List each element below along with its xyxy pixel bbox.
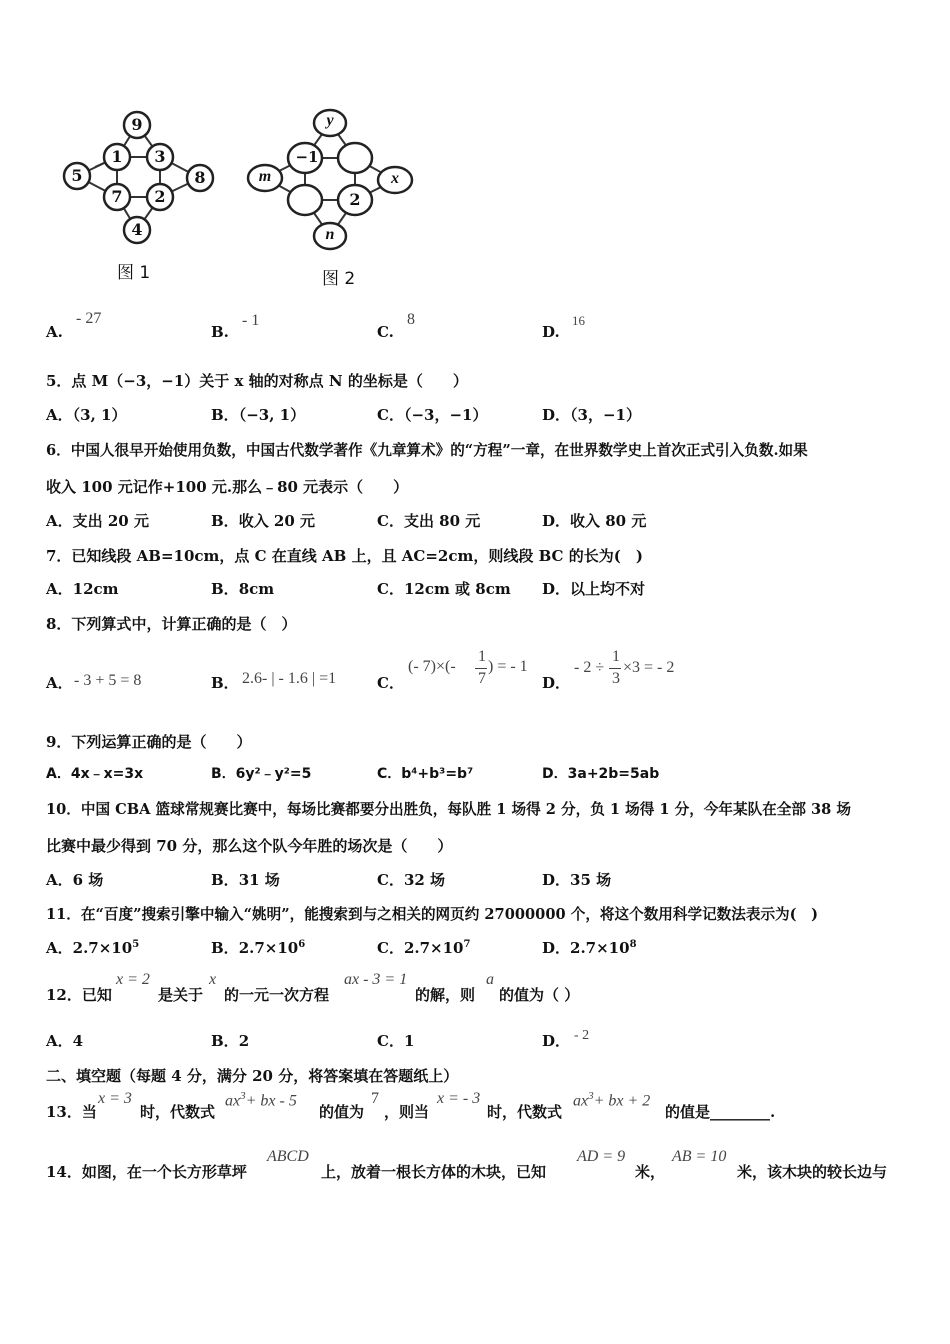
q8-option-a-expr: - 3 + 5 = 8: [74, 672, 142, 689]
q13-math-2: $ax^3+$ bx - 5: [225, 1090, 297, 1110]
q12-math-4: a: [486, 971, 494, 988]
q13-text-5: 时，代数式: [487, 1103, 563, 1121]
fig2-label-x: x: [391, 170, 399, 187]
fig2-node: [288, 185, 322, 215]
q4-option-b[interactable]: B.: [211, 323, 229, 341]
q4-option-d[interactable]: D.: [542, 323, 560, 341]
q11-option-a[interactable]: A．$2.7\times 10^5$: [46, 939, 140, 957]
q8-option-c-pre: (- 7)×(-: [408, 658, 456, 675]
q7-option-b[interactable]: B．8cm: [211, 580, 275, 598]
q14-math-2: AD = 9: [577, 1148, 626, 1165]
q13-math-4: x = - 3: [437, 1090, 481, 1107]
q5-option-d[interactable]: D．（3，−1）: [542, 406, 641, 424]
q9-option-d[interactable]: D．3a+2b=5ab: [542, 766, 660, 782]
q8-option-c-post: ) = - 1: [488, 658, 528, 675]
q6-text-line2: 收入 100 元记作+100 元.那么﹣80 元表示（ ）: [46, 478, 409, 496]
q14-text-4: 米，该木块的较长边与: [737, 1163, 888, 1181]
q8-option-d-den: 3: [612, 670, 620, 687]
fig1-label-5: 5: [71, 166, 83, 185]
q13-text-6: 的值是________.: [665, 1103, 776, 1121]
q6-text-line1: 6．中国人很早开始使用负数，中国古代数学著作《九章算术》的“方程”一章，在世界数学史上首次正式引入负数.如果: [46, 442, 808, 459]
q4-option-d-value: 16: [572, 313, 585, 328]
q13-math-5: $ax^3+$ bx + 2: [573, 1090, 651, 1110]
q10-option-a[interactable]: A．6 场: [46, 871, 104, 889]
q12-option-d-value: - 2: [574, 1028, 590, 1043]
q5-option-c[interactable]: C．（−3，−1）: [377, 406, 488, 424]
q10-text-line1: 10．中国 CBA 篮球常规赛比赛中，每场比赛都要分出胜负，每队胜 1 场得 2 分，负 1 场得 1 分，今年某队在全部 38 场: [46, 801, 852, 818]
fig1-caption: 图 1: [117, 263, 151, 283]
q12-text-2: 是关于: [158, 986, 204, 1004]
fig1-label-1: 1: [111, 147, 123, 166]
fig2-label-neg1: −1: [295, 148, 319, 166]
q11-option-d[interactable]: D．$2.7\times 10^8$: [542, 939, 637, 957]
q11-option-c[interactable]: C．$2.7\times 10^7$: [377, 939, 471, 957]
q12-math-2: x: [209, 971, 217, 988]
q12-math-1: x = 2: [116, 971, 150, 988]
q4-option-c-value: 8: [407, 311, 415, 328]
q7-option-c[interactable]: C．12cm 或 8cm: [377, 580, 511, 598]
q13-text-1: 13．当: [46, 1103, 97, 1121]
q9-option-c[interactable]: C．b⁴+b³=b⁷: [377, 766, 474, 782]
q6-option-a[interactable]: A．支出 20 元: [46, 512, 149, 530]
q9-text: 9．下列运算正确的是（ ）: [46, 733, 252, 751]
q5-option-a[interactable]: A．（3, 1）: [46, 406, 127, 424]
fig2-caption: 图 2: [322, 269, 356, 289]
q7-option-a[interactable]: A．12cm: [46, 580, 119, 598]
q8-option-d-pre: - 2 ÷: [574, 659, 605, 676]
q5-option-b[interactable]: B．（−3, 1）: [211, 406, 306, 424]
q8-option-c-fracbar: [475, 668, 487, 669]
q12-text-5: 的值为（ ）: [499, 986, 580, 1004]
q13-math-1: x = 3: [98, 1090, 132, 1107]
q8-option-d-fracbar: [609, 668, 621, 669]
q8-option-c-num: 1: [478, 648, 486, 665]
q12-text-1: 12．已知: [46, 986, 112, 1004]
q14-math-1: ABCD: [267, 1148, 309, 1165]
q11-text: 11．在“百度”搜索引擎中输入“姚明”，能搜索到与之相关的网页约 27000000 个，将这个数用科学记数法表示为( ): [46, 906, 819, 923]
fig2-label-m: m: [258, 168, 272, 185]
q8-option-a[interactable]: A．: [46, 674, 73, 692]
fig2-label-2: 2: [349, 190, 361, 209]
q6-option-b[interactable]: B．收入 20 元: [211, 512, 316, 530]
q13-text-2: 时，代数式: [140, 1103, 216, 1121]
q12-text-4: 的解，则: [415, 986, 476, 1004]
q5-text: 5．点 M（−3，−1）关于 x 轴的对称点 N 的坐标是（ ）: [46, 372, 468, 390]
q6-option-c[interactable]: C．支出 80 元: [377, 512, 481, 530]
fig1-label-2: 2: [154, 187, 166, 206]
q11-option-b[interactable]: B．$2.7\times 10^6$: [211, 939, 306, 957]
q8-option-d-post: ×3 = - 2: [623, 659, 675, 676]
q6-option-d[interactable]: D．收入 80 元: [542, 512, 647, 530]
q8-option-d-num: 1: [612, 648, 620, 665]
q14-text-3: 米，: [635, 1163, 666, 1181]
q12-option-c[interactable]: C．1: [377, 1032, 415, 1050]
q10-option-d[interactable]: D．35 场: [542, 871, 612, 889]
q14-math-3: AB = 10: [672, 1148, 727, 1165]
q12-math-3: ax - 3 = 1: [344, 971, 408, 988]
q12-option-d[interactable]: D．: [542, 1032, 571, 1050]
q10-option-b[interactable]: B．31 场: [211, 871, 280, 889]
q12-option-a[interactable]: A．4: [46, 1032, 84, 1050]
fig1-label-3: 3: [154, 147, 166, 166]
q10-text-line2: 比赛中最少得到 70 分，那么这个队今年胜的场次是（ ）: [46, 837, 453, 855]
q12-option-b[interactable]: B．2: [211, 1032, 250, 1050]
fig2-node: [338, 143, 372, 173]
q14-text-2: 上，放着一根长方体的木块，已知: [321, 1163, 547, 1181]
q13-text-3: 的值为: [319, 1103, 365, 1121]
q8-option-b-expr: 2.6- | - 1.6 | =1: [242, 670, 337, 687]
fig1-label-9: 9: [131, 115, 143, 134]
fig1-label-4: 4: [131, 220, 143, 239]
q8-option-d[interactable]: D．: [542, 674, 571, 692]
q4-option-a-value: - 27: [76, 310, 102, 327]
fig1-label-8: 8: [194, 168, 206, 187]
q8-text: 8．下列算式中，计算正确的是（ ）: [46, 615, 297, 633]
q10-option-c[interactable]: C．32 场: [377, 871, 446, 889]
q14-text-1: 14．如图，在一个长方形草坪: [46, 1163, 247, 1181]
q4-option-b-value: - 1: [242, 312, 260, 329]
q9-option-b[interactable]: B．6y²﹣y²=5: [211, 766, 312, 782]
q4-option-a[interactable]: A.: [46, 323, 63, 341]
q9-option-a[interactable]: A．4x﹣x=3x: [46, 766, 144, 782]
q13-text-4: ，则当: [384, 1103, 430, 1121]
q8-option-b[interactable]: B．: [211, 674, 239, 692]
q7-text: 7．已知线段 AB=10cm，点 C 在直线 AB 上，且 AC=2cm，则线段 BC 的长为( ): [46, 547, 643, 565]
q8-option-c[interactable]: C．: [377, 674, 404, 692]
q12-text-3: 的一元一次方程: [224, 986, 330, 1004]
q4-option-c[interactable]: C.: [377, 323, 394, 341]
fig2-label-y: y: [326, 112, 334, 129]
fig1-label-7: 7: [111, 187, 123, 206]
fig2-label-n: n: [325, 226, 335, 243]
q13-math-3: 7: [371, 1090, 379, 1107]
q7-option-d[interactable]: D．以上均不对: [542, 580, 646, 598]
section-2-heading: 二、填空题（每题 4 分，满分 20 分，将答案填在答题纸上）: [46, 1067, 459, 1085]
q8-option-c-den: 7: [478, 670, 486, 687]
